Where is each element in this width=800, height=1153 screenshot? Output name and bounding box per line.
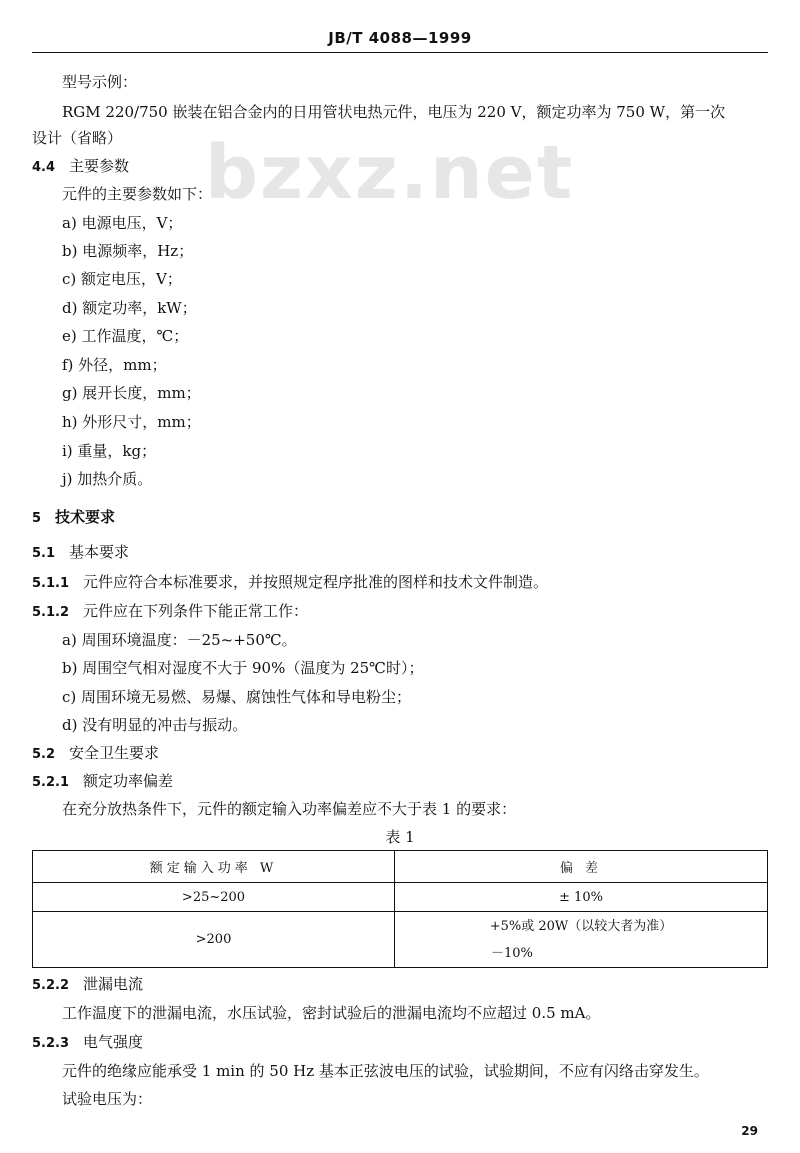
- section-number: 5.2.1: [32, 775, 70, 790]
- param-item: a) 电源电压，V；: [62, 214, 183, 232]
- section-number: 5.2: [32, 747, 56, 762]
- param-item: c) 额定电压，V；: [62, 270, 182, 288]
- section-title: 基本要求: [69, 543, 130, 561]
- section-number: 4.4: [32, 160, 56, 175]
- param-item: i) 重量，kg；: [62, 442, 157, 460]
- param-item: d) 额定功率，kW；: [62, 299, 197, 317]
- section-5-2-2-heading: [32, 974, 143, 996]
- table-cell-power: >200: [33, 912, 395, 968]
- section-5-2-heading: [32, 743, 159, 765]
- param-item: j) 加热介质。: [62, 470, 153, 488]
- section-number: 5.1.1: [32, 576, 70, 591]
- section-number: 5: [32, 511, 42, 526]
- table-row: [33, 883, 768, 912]
- table-header-deviation: 偏 差: [395, 851, 768, 883]
- section-title: 主要参数: [69, 157, 130, 175]
- param-item: g) 展开长度，mm；: [62, 384, 201, 402]
- section-number: 5.2.3: [32, 1036, 70, 1051]
- clause-text: 元件应符合本标准要求，并按照规定程序批准的图样和技术文件制造。: [83, 573, 549, 591]
- table-caption: 表 1: [385, 828, 415, 846]
- watermark: bzxz.net: [205, 130, 575, 216]
- table-cell-power: >25~200: [33, 883, 395, 912]
- section-title: 泄漏电流: [83, 975, 144, 993]
- section-4-4-heading: [32, 156, 129, 178]
- clause-5-1-2: [32, 601, 308, 623]
- param-item: b) 电源频率，Hz；: [62, 242, 194, 260]
- table-cell-deviation: [395, 912, 768, 968]
- condition-item: a) 周围环境温度：－25~+50℃。: [62, 631, 297, 649]
- section-5-1-heading: [32, 542, 129, 564]
- section-title: 电气强度: [83, 1033, 144, 1051]
- section-5-2-3-heading: [32, 1032, 143, 1054]
- model-example-line-2: 设计（省略）: [32, 129, 123, 147]
- condition-item: c) 周围环境无易燃、易爆、腐蚀性气体和导电粉尘；: [62, 688, 412, 706]
- clause-text: 元件应在下列条件下能正常工作：: [83, 602, 309, 620]
- deviation-lower: －10%: [491, 945, 533, 961]
- table-header-row: [33, 851, 768, 883]
- power-deviation-table: [32, 850, 768, 968]
- section-title: 安全卫生要求: [69, 744, 160, 762]
- document-header: JB/T 4088—1999: [32, 24, 768, 53]
- clause-5-1-1: [32, 572, 548, 594]
- section-number: 5.1: [32, 546, 56, 561]
- clause-5-2-1-text: 在充分放热条件下，元件的额定输入功率偏差应不大于表 1 的要求：: [62, 800, 517, 818]
- deviation-upper: +5%或 20W（以较大者为准）: [489, 918, 673, 934]
- param-item: h) 外形尺寸，mm；: [62, 413, 201, 431]
- condition-item: b) 周围空气相对湿度不大于 90%（温度为 25℃时）；: [62, 659, 424, 677]
- clause-5-2-2-text: 工作温度下的泄漏电流，水压试验，密封试验后的泄漏电流均不应超过 0.5 mA。: [62, 1004, 601, 1022]
- test-voltage-label: 试验电压为：: [62, 1090, 153, 1108]
- section-5-heading: [32, 507, 115, 529]
- section-number: 5.2.2: [32, 978, 70, 993]
- table-row: [33, 912, 768, 968]
- section-title: 技术要求: [55, 508, 116, 526]
- condition-item: d) 没有明显的冲击与振动。: [62, 716, 248, 734]
- section-5-2-1-heading: [32, 771, 173, 793]
- param-item: e) 工作温度，℃；: [62, 327, 189, 345]
- section-number: 5.1.2: [32, 605, 70, 620]
- param-item: f) 外径，mm；: [62, 356, 167, 374]
- model-example-line-1: RGM 220/750 嵌装在铝合金内的日用管状电热元件，电压为 220 V，额定功率为 750 W，第一次: [62, 103, 726, 121]
- table-cell-deviation: ± 10%: [395, 883, 768, 912]
- section-title: 额定功率偏差: [83, 772, 174, 790]
- page-number: 29: [741, 1124, 758, 1138]
- table-header-power: 额定输入功率 W: [33, 851, 395, 883]
- params-lead: 元件的主要参数如下：: [62, 185, 213, 203]
- clause-5-2-3-text: 元件的绝缘应能承受 1 min 的 50 Hz 基本正弦波电压的试验，试验期间，不应有闪络击穿发生。: [62, 1062, 709, 1080]
- model-example-label: 型号示例：: [62, 73, 138, 91]
